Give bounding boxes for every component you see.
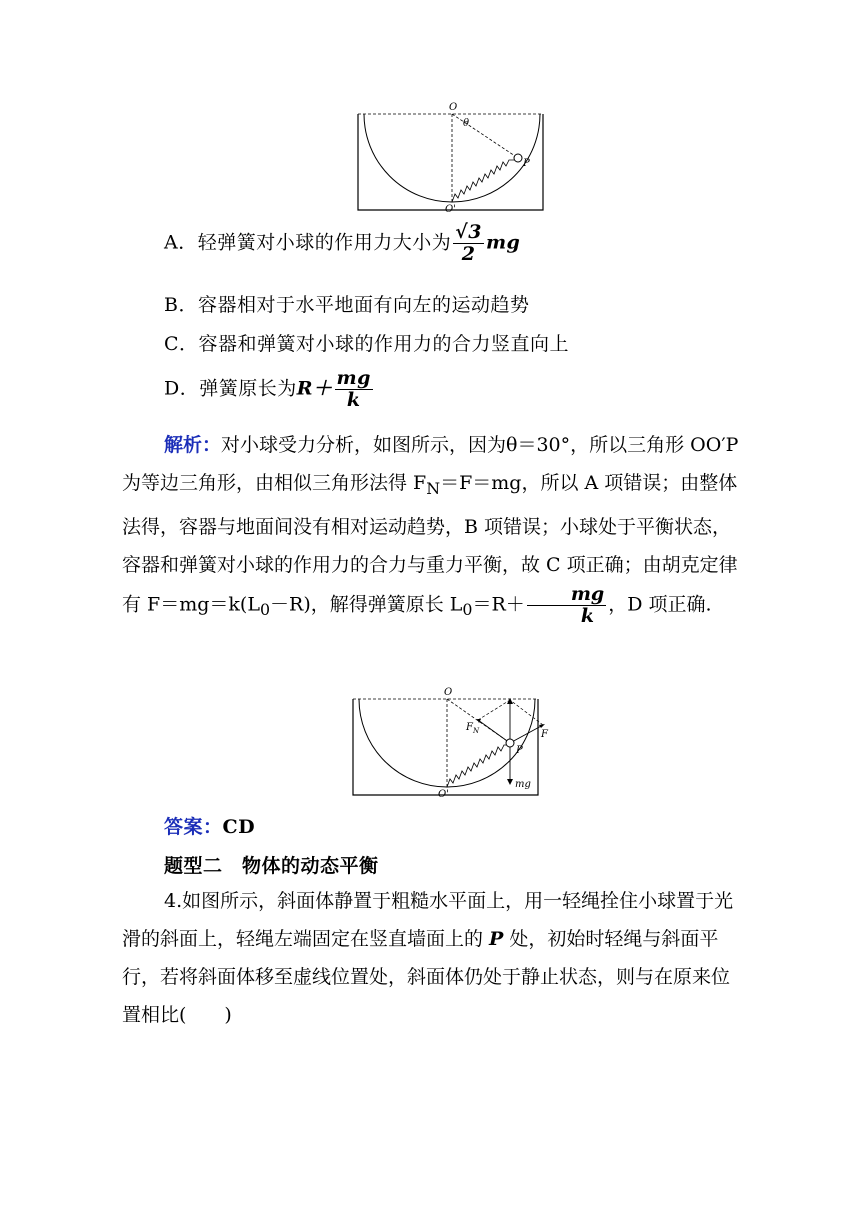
label-F: F: [541, 729, 548, 740]
option-a: A．轻弹簧对小球的作用力大小为 $\frac{√3}{2}$ mg: [164, 221, 521, 265]
label-O: O: [444, 687, 453, 698]
analysis-label: 解析：: [164, 434, 222, 456]
section-title: 题型二 物体的动态平衡: [164, 855, 379, 877]
label-FN: $F_N$: [466, 722, 480, 735]
label-mg: mg: [515, 779, 531, 790]
label-O: O: [449, 102, 458, 113]
label-Oprime: O': [445, 204, 456, 213]
answer-value: CD: [222, 816, 256, 838]
option-c: C．容器和弹簧对小球的作用力的合力竖直向上: [164, 333, 570, 355]
label-theta: θ: [463, 118, 470, 129]
analysis-paragraph: 解析：对小球受力分析，如图所示，因为θ＝30°，所以三角形 OO′P 为等边三角形，由相似三角形法得 $F_N=F=mg$，所以 A 项错误；由整体法得，容器与地面间没有相对运动趋势，B 项错误；小球处于平衡状态，容器和弹簧对小球的作用力的合力与重力平衡，故 C 项正确；由胡克定律有 $F=mg=k(L_0-R)$，解得弹簧原长 $L_0=R+$ $\frac{mg}{k}$ ，D 项正确.: [122, 434, 739, 627]
option-d: D．弹簧原长为R＋ $\frac{mg}{k}$: [164, 367, 371, 411]
answer-line: [164, 812, 255, 839]
answer-label: 答案：: [164, 816, 223, 838]
question-4: 4.如图所示，斜面体静置于粗糙水平面上，用一轻绳拴住小球置于光滑的斜面上，轻绳左端固定在竖直墙面上的 P 处，初始时轻绳与斜面平行，若将斜面体移至虚线位置处，斜面体仍处于静止状态，则与在原来位置相比( ): [122, 890, 734, 1026]
option-b: B．容器相对于水平地面有向左的运动趋势: [164, 294, 530, 316]
figure-bowl-spring: [355, 98, 547, 213]
label-P: P: [516, 745, 523, 756]
label-Oprime: O': [438, 789, 449, 798]
label-P: P: [523, 158, 530, 169]
figure-force-diagram: [350, 683, 560, 798]
